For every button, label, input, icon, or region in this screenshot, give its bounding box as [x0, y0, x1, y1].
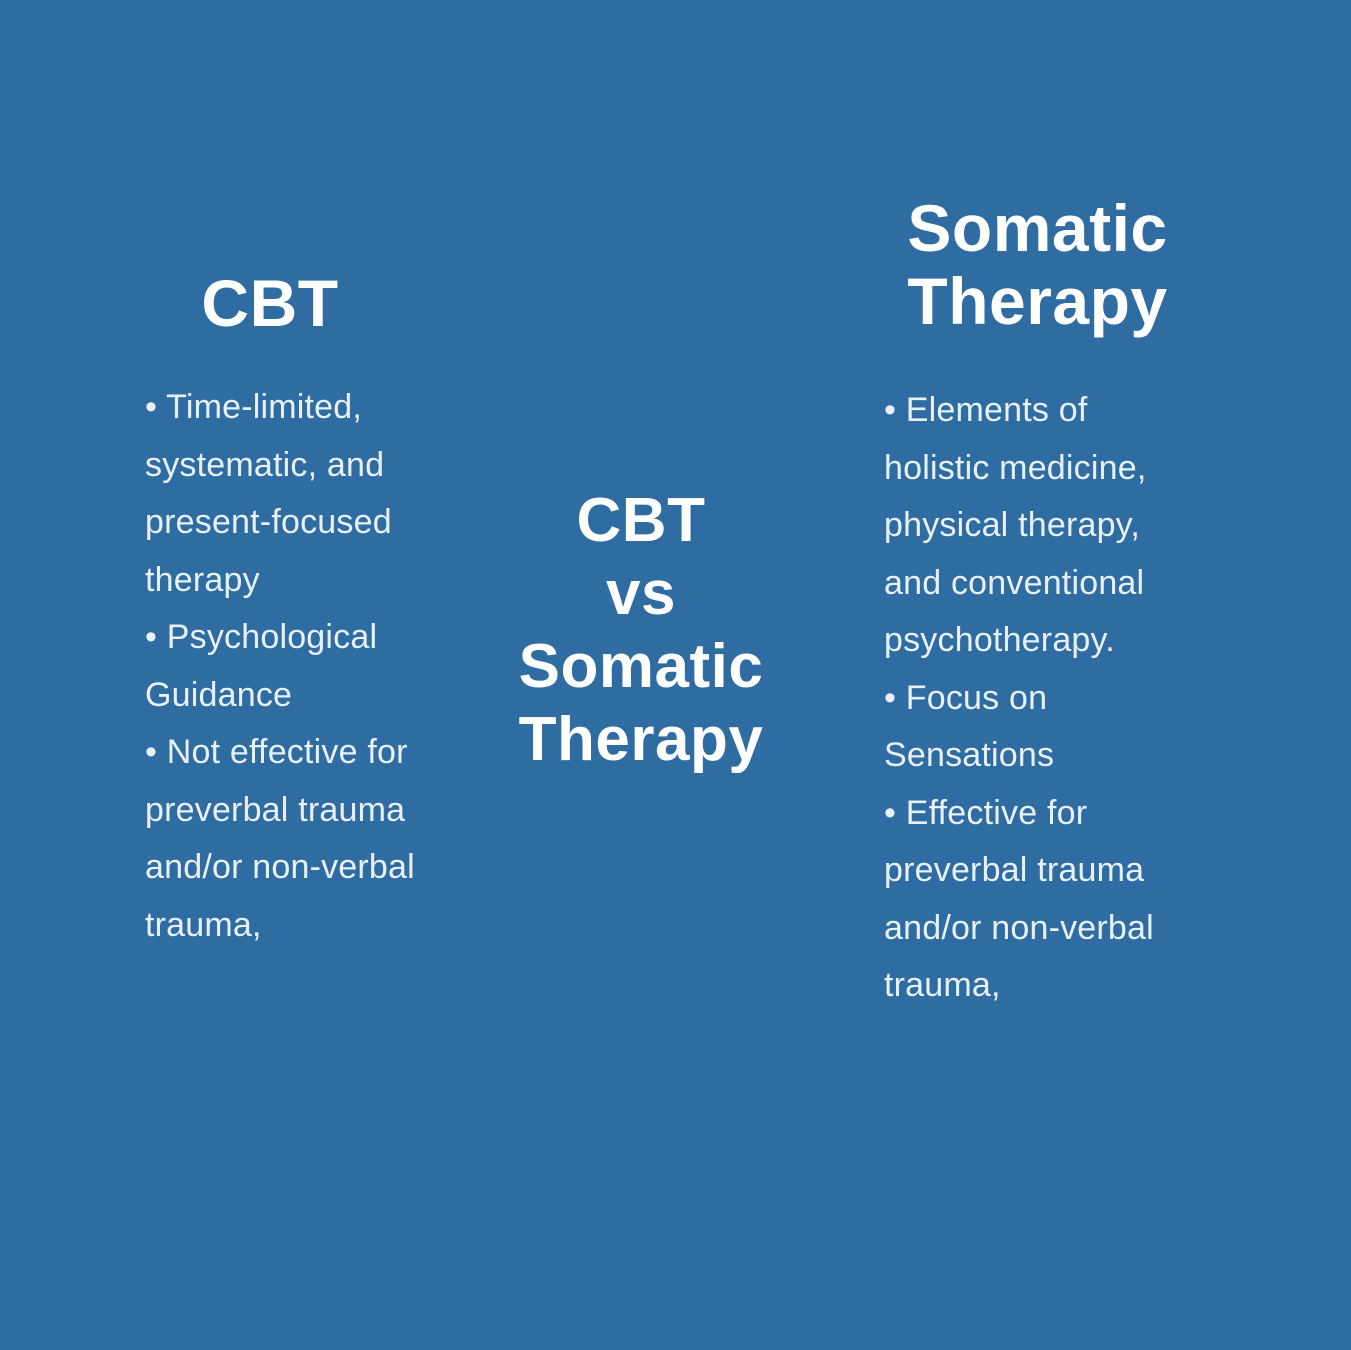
- bullet-line: preverbal trauma: [884, 851, 1145, 889]
- bullet-line: physical therapy,: [884, 506, 1141, 544]
- bullet-line: and/or non-verbal: [884, 908, 1154, 947]
- title-line: CBT: [576, 486, 706, 555]
- bullet-line: preverbal trauma: [145, 790, 406, 829]
- title-line: vs: [606, 559, 676, 628]
- bullet-line: • Not effective for: [145, 733, 408, 771]
- bullet-line: psychotherapy.: [884, 621, 1115, 659]
- somatic-therapy-heading: [880, 192, 1195, 338]
- cbt-heading: CBT: [201, 266, 339, 340]
- bullet-line: holistic medicine,: [884, 448, 1147, 487]
- bullet-line: • Focus on: [884, 678, 1048, 717]
- center-title: [486, 484, 796, 776]
- title-line: Therapy: [518, 705, 764, 774]
- bullet-line: Sensations: [884, 736, 1055, 774]
- bullet-line: • Elements of: [884, 391, 1088, 429]
- bullet-line: present-focused: [145, 503, 392, 541]
- bullet-line: trauma,: [884, 966, 1001, 1004]
- bullet-line: • Effective for: [884, 793, 1088, 832]
- title-line: Somatic: [518, 632, 764, 701]
- bullet-line: • Time-limited,: [145, 388, 363, 426]
- bullet-line: trauma,: [145, 905, 262, 944]
- bullet-line: and/or non-verbal: [145, 848, 415, 886]
- heading-line: Therapy: [907, 264, 1168, 338]
- cbt-bullet-list: [145, 379, 465, 954]
- bullet-line: and conventional: [884, 563, 1145, 602]
- bullet-line: systematic, and: [145, 445, 385, 484]
- bullet-line: • Psychological: [145, 618, 378, 656]
- heading-line: Somatic: [907, 191, 1168, 265]
- bullet-line: therapy: [145, 560, 260, 599]
- somatic-bullet-list: [884, 382, 1204, 1015]
- bullet-line: Guidance: [145, 675, 293, 714]
